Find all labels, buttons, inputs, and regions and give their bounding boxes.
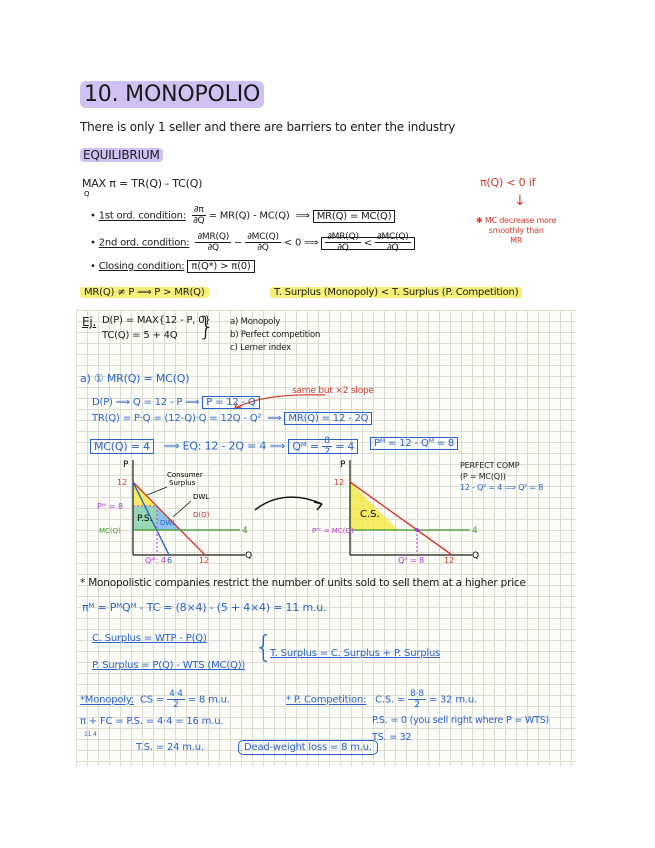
dwl-annotation: DWL xyxy=(193,493,210,501)
closing-condition: • Closing condition: π(Q*) > π(0) xyxy=(90,261,255,272)
mr-not-p: MR(Q) ≠ P ⟹ P > MR(Q) xyxy=(80,287,209,298)
demand-label: D(Q) xyxy=(193,511,210,519)
x12-label: 12 xyxy=(199,556,210,565)
p-axis-label: P xyxy=(123,460,129,470)
second-order-result: $\frac{\partial MR(Q)}{\partial Q}$ < $\frac{\partial MC(Q)}{\partial Q}$ xyxy=(321,237,414,250)
mr-box: MR(Q) = 12 - 2Q xyxy=(284,412,372,425)
qm-label: Qᴹ: 4 xyxy=(145,556,166,565)
example-parts xyxy=(230,316,320,355)
p-axis-label: P xyxy=(340,460,346,470)
q-axis-label: Q xyxy=(472,551,480,561)
ps-definition: P. Surplus = P(Q) - WTS (MC(Q)) xyxy=(92,660,246,671)
part-item: b) Perfect competition xyxy=(230,330,321,340)
deadweight-loss-box: Dead-weight loss = 8 m.u. xyxy=(238,740,378,755)
mc-smooth-note: ✱ MC decrease more smoothly than MR xyxy=(476,216,557,245)
y12-label: 12 xyxy=(334,478,345,487)
part-item: c) Lerner index xyxy=(230,343,291,353)
competition-ts: TS. = 32 xyxy=(372,732,412,743)
cs-label: C.S. xyxy=(360,509,380,520)
cs-definition: C. Surplus = WTP - P(Q) xyxy=(92,633,207,644)
consumer-surplus-area xyxy=(350,482,398,530)
mc-label-left: MC(Q) xyxy=(99,527,121,535)
cs-annotation-1: Consumer xyxy=(167,471,203,479)
mc-box: MC(Q) = 4 xyxy=(90,439,154,454)
first-order-result: MR(Q) = MC(Q) xyxy=(313,210,396,223)
cost-function: TC(Q) = 5 + 4Q xyxy=(102,330,178,341)
qm-box: Qᴹ = $\frac{8}{2}$ = 4 xyxy=(288,439,358,454)
brace-icon: { xyxy=(254,630,274,665)
demand-function: D(P) = MAX{12 - P, 0} xyxy=(102,315,211,326)
competition-ps: P.S. = 0 (you sell right where P = WTS) xyxy=(372,715,550,726)
competition-cs: * P. Competition: C.S. = $\frac{8\cdot 8}{2}$ = 32 m.u. xyxy=(286,689,477,710)
down-arrow-icon: ↓ xyxy=(514,193,526,209)
profit-negative-note: π(Q) < 0 if xyxy=(480,176,536,189)
monopoly-cs: *Monopoly: CS = $\frac{4\cdot 4}{2}$ = 8 m.u. xyxy=(80,689,230,710)
equilibrium-calc: MC(Q) = 4 ⟹ EQ: 12 - 2Q = 4 ⟹ Qᴹ = $\frac{8}{2}$ = 4 xyxy=(90,436,358,457)
perfect-comp-note: PERFECT COMP (P = MC(Q)) 12 - Qᴾ = 4 ⟹ Qᴾ = 8 xyxy=(460,461,544,492)
ps-label: P.S. xyxy=(137,514,153,524)
x6-label: 6 xyxy=(167,556,173,565)
dwl-inner-label: DWL xyxy=(160,519,177,527)
example-label: Ej. xyxy=(82,315,97,329)
mc-label-right: 4 xyxy=(242,526,248,536)
max-profit: MAX π = TR(Q) - TC(Q) xyxy=(82,177,203,190)
cs-annotation-2: Surplus xyxy=(169,479,196,487)
part-item: a) Monopoly xyxy=(230,317,281,327)
qpc-label: Qᴾ = 8 xyxy=(398,556,425,565)
ppc-label: Pᴾᶜ = MC(Q) xyxy=(312,527,354,535)
restriction-note: * Monopolistic companies restrict the number of units sold to sell them at a higher price xyxy=(80,577,526,589)
slope-note: same but ×2 slope xyxy=(292,386,374,396)
first-order-condition: • 1st ord. condition: $\frac{\partial\pi}{\partial Q}$ = MR(Q) - MC(Q) ⟹ MR(Q) = MC(Q) xyxy=(90,205,395,226)
q-axis-label: Q xyxy=(245,551,253,561)
inverse-demand-box: P = 12 - Q xyxy=(202,396,259,409)
monopoly-profit: πᴹ = PᴹQᴹ - TC = (8×4) - (5 + 4×4) = 11 m.u. xyxy=(82,601,327,614)
equilibrium-heading: EQUILIBRIUM xyxy=(80,148,163,162)
monopoly-graph xyxy=(95,455,260,565)
pm-label: Pᴹ = 8 xyxy=(97,502,124,511)
max-sub: Q xyxy=(84,190,90,198)
mc-label-right: 4 xyxy=(472,526,478,536)
second-order-condition: • 2nd ord. condition: $\frac{\partial MR(Q)}{\partial Q}$ − $\frac{\partial MC(Q)}{\partial Q}$ < 0 ⟹ $\frac{\partial MR(Q)}{\partial Q}$ < $\frac{\partial MC(Q)}{\partial Q}$ xyxy=(90,232,415,253)
monopoly-ps: π + FC = P.S. = 4·4 = 16 m.u. xyxy=(80,716,224,727)
intro-text: There is only 1 seller and there are barriers to enter the industry xyxy=(80,120,456,134)
x12-label: 12 xyxy=(444,556,455,565)
equilibrium-point xyxy=(415,528,419,532)
y12-label: 12 xyxy=(117,478,128,487)
monopoly-ps-sub: 11 4 xyxy=(84,731,97,738)
part-a-label: a) ① MR(Q) = MC(Q) xyxy=(80,372,190,385)
total-revenue: TR(Q) = P·Q = (12-Q)·Q = 12Q - Q² ⟹ MR(Q) = 12 - 2Q xyxy=(92,413,372,424)
demand-inverse: D(P) ⟹ Q = 12 - P ⟹ P = 12 - Q xyxy=(92,397,260,408)
surplus-comparison: T. Surplus (Monopoly) < T. Surplus (P. Competition) xyxy=(270,287,522,298)
brace-icon: } xyxy=(198,312,215,342)
pm-calc: Pᴹ = 12 - Qᴹ = 8 xyxy=(370,438,458,449)
ts-definition: T. Surplus = C. Surplus + P. Surplus xyxy=(270,648,441,659)
page-title: 10. MONOPOLIO xyxy=(80,82,264,107)
monopoly-ts: T.S. = 24 m.u. xyxy=(136,742,204,753)
